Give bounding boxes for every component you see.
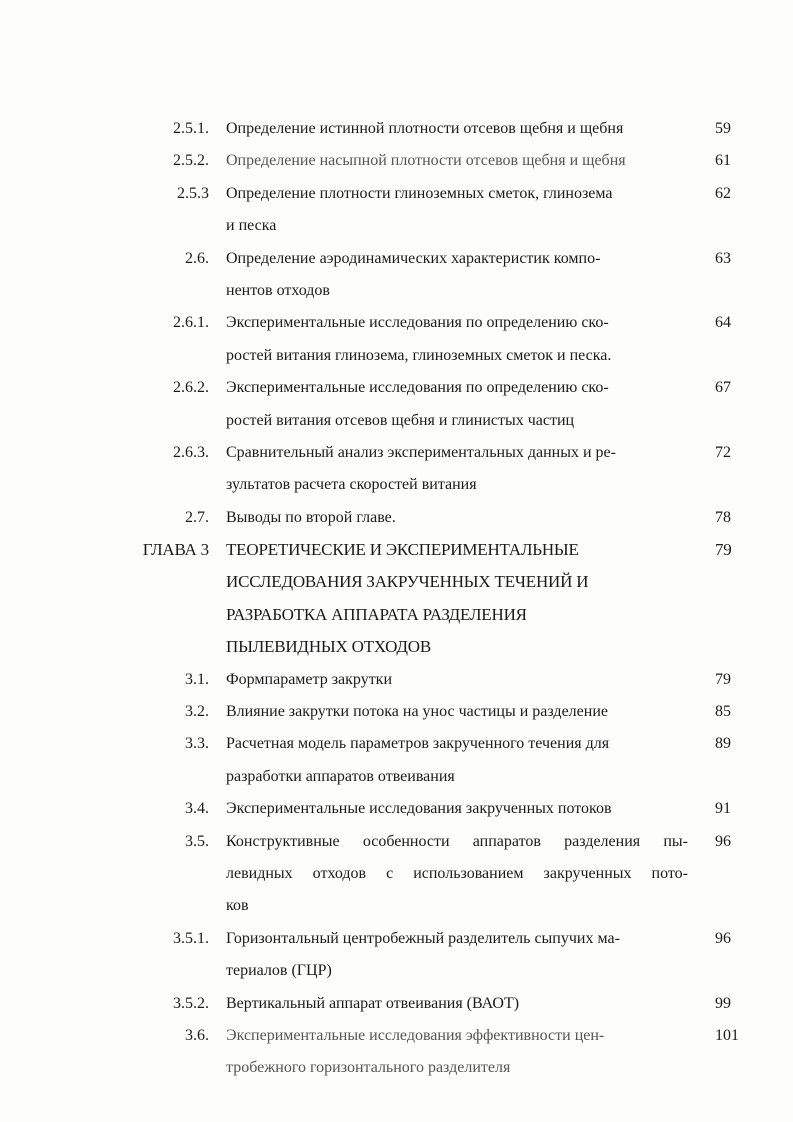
toc-entry-title-line: ИССЛЕДОВАНИЯ ЗАКРУЧЕННЫХ ТЕЧЕНИЙ И: [226, 572, 589, 592]
toc-row: [0, 1020, 793, 1052]
toc-row: [0, 243, 793, 275]
toc-entry-title-line: РАЗРАБОТКА АППАРАТА РАЗДЕЛЕНИЯ: [226, 604, 527, 624]
toc-row: [0, 145, 793, 177]
toc-entry-title-line: Конструктивные особенности аппаратов разделения пы-: [226, 832, 688, 850]
toc-entry-number: 3.4.: [185, 800, 209, 818]
toc-row: [0, 826, 793, 858]
toc-row: [0, 534, 793, 566]
toc-entry-title-line: Экспериментальные исследования эффективности цен-: [226, 1026, 605, 1044]
toc-row: [0, 1052, 793, 1084]
toc-row: [0, 923, 793, 955]
toc-entry-title-line: Экспериментальные исследования по определению ско-: [226, 379, 609, 397]
toc-row: [0, 275, 793, 307]
toc-entry-number: 3.3.: [185, 735, 209, 753]
toc-row: [0, 858, 793, 890]
toc-row: [0, 340, 793, 372]
toc-row: [0, 599, 793, 631]
toc-entry-title-line: ков: [226, 897, 249, 915]
toc-entry-number: 2.6.1.: [173, 314, 209, 332]
toc-entry-title-line: Экспериментальные исследования закрученных потоков: [226, 800, 612, 818]
toc-entry-title-line: Вертикальный аппарат отвеивания (ВАОТ): [226, 994, 520, 1012]
toc-entry-title-line: Влияние закрутки потока на унос частицы и разделение: [226, 703, 608, 721]
toc-entry-title-line: ТЕОРЕТИЧЕСКИЕ И ЭКСПЕРИМЕНТАЛЬНЫЕ: [226, 540, 579, 560]
toc-entry-number: 3.6.: [185, 1026, 209, 1044]
toc-entry-title-line: Горизонтальный центробежный разделитель сыпучих ма-: [226, 929, 620, 947]
toc-row: [0, 728, 793, 760]
toc-entry-number: 2.5.2.: [173, 152, 209, 170]
toc-entry-title-line: зультатов расчета скоростей витания: [226, 476, 477, 494]
toc-entry-title-line: Определение аэродинамических характеристик компо-: [226, 249, 601, 267]
toc-entry-title-line: тробежного горизонтального разделителя: [226, 1059, 511, 1077]
toc-entry-title-line: Экспериментальные исследования по определению ско-: [226, 314, 609, 332]
toc-row: [0, 988, 793, 1020]
toc-entry-title-line: Формпараметр закрутки: [226, 670, 393, 688]
toc-entry-page: 85: [715, 703, 731, 721]
toc-entry-title-line: Сравнительный анализ экспериментальных данных и ре-: [226, 443, 616, 461]
toc-entry-page: 63: [715, 249, 731, 267]
toc-entry-number: 3.5.: [185, 832, 209, 850]
toc-entry-page: 79: [715, 670, 731, 688]
toc-row: [0, 502, 793, 534]
toc-entry-title-line: ростей витания отсевов щебня и глинистых частиц: [226, 411, 575, 429]
toc-row: [0, 793, 793, 825]
toc-entry-page: 62: [715, 184, 731, 202]
toc-entry-number: 3.1.: [185, 670, 209, 688]
table-of-contents: [0, 113, 793, 1085]
toc-entry-title-line: Выводы по второй главе.: [226, 508, 396, 526]
toc-entry-title-line: и песка: [226, 217, 277, 235]
toc-entry-title-line: Определение истинной плотности отсевов щебня и щебня: [226, 120, 624, 137]
toc-entry-number: 3.2.: [185, 703, 209, 721]
toc-entry-page: 99: [715, 994, 731, 1012]
toc-entry-page: 91: [715, 800, 731, 818]
toc-entry-number: 2.6.: [185, 249, 209, 267]
toc-entry-number: 2.5.3: [177, 184, 209, 202]
toc-entry-number: ГЛАВА 3: [142, 540, 209, 560]
toc-entry-title-line: Определение насыпной плотности отсевов щебня и щебня: [226, 152, 626, 170]
toc-entry-page: 61: [715, 152, 731, 170]
toc-entry-number: 2.6.3.: [173, 443, 209, 461]
toc-entry-page: 78: [715, 508, 731, 526]
toc-entry-page: 72: [715, 443, 731, 461]
toc-entry-page: 79: [715, 540, 732, 560]
toc-entry-page: 67: [715, 379, 731, 397]
toc-row: [0, 761, 793, 793]
toc-row: [0, 696, 793, 728]
toc-row: [0, 664, 793, 696]
toc-row: [0, 469, 793, 501]
toc-entry-page: 96: [715, 929, 731, 947]
toc-entry-number: 2.7.: [185, 508, 209, 526]
toc-entry-page: 96: [715, 832, 731, 850]
toc-entry-title-line: левидных отходов с использованием закрученных пото-: [226, 864, 688, 882]
toc-row: [0, 405, 793, 437]
toc-entry-title-line: ПЫЛЕВИДНЫХ ОТХОДОВ: [226, 637, 431, 657]
toc-entry-page: 59: [715, 120, 731, 137]
toc-row: [0, 437, 793, 469]
toc-entry-number: 2.6.2.: [173, 379, 209, 397]
toc-entry-title-line: нентов отходов: [226, 281, 330, 299]
toc-entry-number: 3.5.1.: [173, 929, 209, 947]
toc-row: [0, 566, 793, 598]
toc-entry-title-line: Расчетная модель параметров закрученного течения для: [226, 735, 610, 753]
toc-row: [0, 890, 793, 922]
toc-entry-number: 2.5.1.: [173, 120, 209, 137]
toc-row: [0, 955, 793, 987]
toc-entry-page: 101: [715, 1026, 739, 1044]
toc-entry-number: 3.5.2.: [173, 994, 209, 1012]
toc-row: [0, 210, 793, 242]
toc-entry-page: 89: [715, 735, 731, 753]
toc-entry-title-line: ростей витания глинозема, глиноземных сметок и песка.: [226, 346, 612, 364]
toc-entry-title-line: разработки аппаратов отвеивания: [226, 767, 455, 785]
toc-entry-title-line: териалов (ГЦР): [226, 962, 332, 980]
toc-row: [0, 113, 793, 145]
toc-row: [0, 372, 793, 404]
toc-entry-page: 64: [715, 314, 731, 332]
toc-row: [0, 178, 793, 210]
toc-row: [0, 631, 793, 663]
toc-entry-title-line: Определение плотности глиноземных сметок, глинозема: [226, 184, 613, 202]
toc-row: [0, 307, 793, 339]
